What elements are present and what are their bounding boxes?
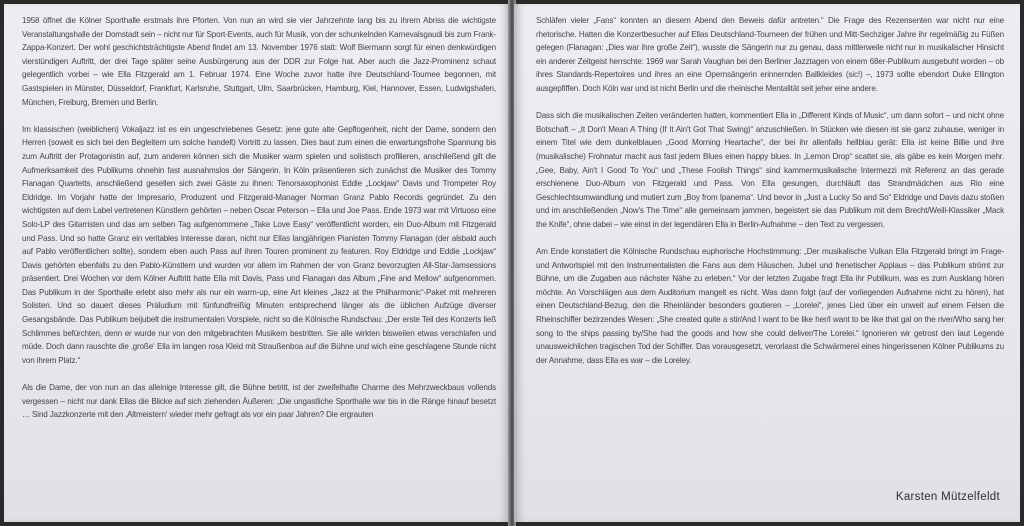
left-page <box>4 4 510 522</box>
right-text-column <box>536 14 1004 381</box>
right-paragraph-3: Am Ende konstatiert die Kölnische Rundschau euphorische Hochstimmung: „Der musikalische Vulkan Ella Fitzgerald bringt im Frage- und Antwortspiel mit den Instrumentalisten die Fans aus dem Häuschen. Jubel und frenetischer Applaus – das Publikum strömt zur Bühne, um die Zugaben aus nächster Nähe zu erleben.“ Vor der letzten Zugabe fragt Ella ihr Publikum, was es zum Ausklang hören möchte. An Vorschlägen aus dem Auditorium mangelt es nicht. Was dann folgt (auf der vorliegenden Aufnahme nicht zu hören), hat einen Deutschland-Bezug, den die Rheinländer besonders goutieren – „Lorelei“, jenes Lied über ein unweit auf einem Felsen die Rheinschiffer bezirzendes Wesen: „She created quite a stir/And I want to be like her/I want to be like that gal on the river/Who sang her song to the ships passing by/She had the goods and how she could deliver/The Lorelei.“ Ignorieren wir getrost den laut Legende unausweichlichen tragischen Tod der Schiffer. Das vorausgesetzt, verorlasst die Schwärmerei eines hingerissenen Kölner Publikums zu der Annahme, dass Ella es war – die Loreley. <box>536 247 1004 365</box>
left-paragraph-2: Im klassischen (weiblichen) Vokaljazz ist es ein ungeschriebenes Gesetz: jene gute alte Gepflogenheit, nicht der Dame, sondern den Herren (soweit es sich bei den Begleitern um solche handelt) Vortritt zu lassen. Dies baut zum einen die erwartungsfrohe Spannung bis zum Auftritt der Protagonistin auf, zum anderen können sich die Musiker warm spielen und solistisch profilieren, anschließend gilt die Aufmerksamkeit des Publikums ohnehin fast ausnahmslos der Sängerin. In Köln präsentieren sich zunächst die Musiker des Tommy Flanagan Quartetts, anschließend gesellen sich zwei Gäste zu ihnen: Tenorsaxophonist Eddie „Lockjaw“ Davis und Trompeter Roy Eldridge. Im Vorjahr hatte der Impresario, Produzent und Fitzgerald-Manager Norman Granz Pablo Records gegründet. Zu den wichtigsten auf dem Label vertretenen Künstlern gehörten – neben Oscar Peterson – Ella und Joe Pass. Ende 1973 war mit Virtuoso eine Solo-LP des Gitarristen und das am selben Tag aufgenommene „Take Love Easy“ veröffentlicht worden, ein Duo-Album mit Fitzgerald und Pass. Und so hatte Granz ein veritables Interesse daran, nicht nur Ellas langjährigen Pianisten Tommy Flanagan (der alsbald auch auf Pablo veröffentlichen sollte), sondern eben auch Pass auf ihren Touren prominent zu featuren. Roy Eldridge und Eddie „Lockjaw“ Davis gehörten ebenfalls zu den Pablo-Künstlern und wurden vor allem im Rahmen der von Granz bevorzugten All-Star-Jamsessions präsentiert. Drei Wochen vor dem Kölner Auftritt hatte Ella mit Davis, Pass und Flanagan das Album „Fine and Mellow“ aufgenommen. Das Publikum in der Sporthalle erlebt also mehr als nur ein warm-up, eine Art kleines „Jazz at the Philharmonic“-Paket mit mehreren Solisten. Und so dauert dieses Präludium mit fünfundfreißig Minuten entsprechend länger als die üblichen Aufzüge diverser Gesangsbände. Das Publikum beijubelt die instrumentalen Vorspiele, nicht so die Kölnische Rundschau: „Der erste Teil des Konzerts ließ Schlimmes befürchten, denn er wurde nur von den mitgebrachten Musikern bestritten. Sie alle wirkten bisweilen etwas verschlafen und müde. Doch dann rauschte die ‚große‘ Ella im langen rosa Kleid mit Straußenboa auf die Bühne und wich eine geschlagene Stunde nicht von ihrem Platz.“ <box>22 124 496 365</box>
left-paragraph-3: Als die Dame, der von nun an das alleinige Interesse gilt, die Bühne betritt, ist der zweifelhafte Charme des Mehrzweckbaus vollends vergessen – nicht nur dank Ellas die Blicke auf sich ziehenden Äußeren: „Die ungastliche Sporthalle war bis in die Ränge hinauf besetzt … Sind Jazzkonzerte mit den ‚Altmeistern‘ wieder mehr gefragt als vor ein paar Jahren? Die ergrauten <box>22 383 496 420</box>
author-signature: Karsten Mützelfeldt <box>895 491 1000 503</box>
right-paragraph-2: Dass sich die musikalischen Zeiten veränderten hatten, kommentiert Ella in „Different Kinds of Music“, um dann sofort – und nicht ohne Botschaft – „It Don't Mean A Thing (If It Ain't Got That Swing)“ anzuschließen. In Stücken wie diesen ist sie ganz zuhause, weniger in einem Titel wie dem dunkelblauen „Good Morning Heartache“, der bei ihr allenfalls hellblau gerät: Ella ist keine Billie und ihre (musikalische) Frohnatur macht aus fast jedem Blues einen happy blues. In „Lemon Drop“ scattet sie, als gäbe es kein Morgen mehr. „Gee, Baby, Ain't I Good To You“ und „These Foolish Things“ sind kammermusikalische Intermezzi mit Referenz an das gerade erschienene Duo-Album von Fitzgerald und Pass. Von Ella gesungen, durchläuft das Strandmädchen aus Rio eine Geschlechtsumwandlung und mutiert zum „Boy from Ipanema“. Und bevor in „Just a Lucky So and So“ Eldridge und Davis dazu stoßen und im anschließenden „Now's The Time“ alle gemeinsam jammen, begeistert sie das Publikum mit dem Brecht/Weill-Klassiker „Mack the Knife“, ohne dabei – wie einst in der legendären Ella in Berlin-Aufnahme – den Text zu vergessen. <box>536 111 1004 229</box>
left-paragraph-1: 1958 öffnet die Kölner Sporthalle erstmals ihre Pforten. Von nun an wird sie vier Jahrzehnte lang bis zu ihrem Abriss die wichtigste Veranstaltungshalle der Domstadt sein – nicht nur für Sport-Events, auch für Musik, von der schunkelnden Karnevalsgaudi bis zum Frank-Zappa-Konzert. Der wohl geschichtsträchtigste Abend findet am 13. November 1976 statt: Wolf Biermann sorgt für einen denkwürdigen vierstündigen Auftritt, der drei Tage später seine Ausbürgerung aus der DDR zur Folge hat. Aber auch die Jazz-Prominenz schaut gelegentlich vorbei – wie Ella Fitzgerald am 1. Februar 1974. Eine Woche zuvor hatte ihre Deutschland-Tournee begonnen, mit Gastspielen in Münster, Düsseldorf, Frankfurt, Karlsruhe, Stuttgart, Ulm, Saarbrücken, Hamburg, Kiel, Hannover, Essen, Ludwigshafen, München, Freiburg, Bremen und Berlin. <box>22 16 496 107</box>
right-paragraph-1: Schläfen vieler „Fans“ konnten an diesem Abend den Beweis dafür antreten.“ Die Frage des Rezensenten war nicht nur eine rhetorische. Hatten die Konzertbesucher auf Ellas Deutschland-Tourneen der frühen und Mitt-Sechziger Jahre ihr regelmäßig zu Füßen gelegen (Flanagan: „Dies war ihre große Zeit“), wusste die Sängerin nur zu genau, dass mittlerweile nicht nur in musikalischer Hinsicht ein anderer Zeitgeist herrschte: 1969 war Sarah Vaughan bei den Berliner Jazztagen von einem 68er-Publikum ausgebuht worden – ob ihres Standards-Repertoires und ihres an eine Opernsängerin erinnernden Ballkleides (sic!) –, 1973 sollte ebendort Duke Ellington ausgepfiffen. Doch Köln war und ist nicht Berlin und die rheinische Mentalität seit jeher eine andere. <box>536 16 1004 93</box>
right-page <box>514 4 1020 522</box>
left-text-column <box>22 14 496 435</box>
